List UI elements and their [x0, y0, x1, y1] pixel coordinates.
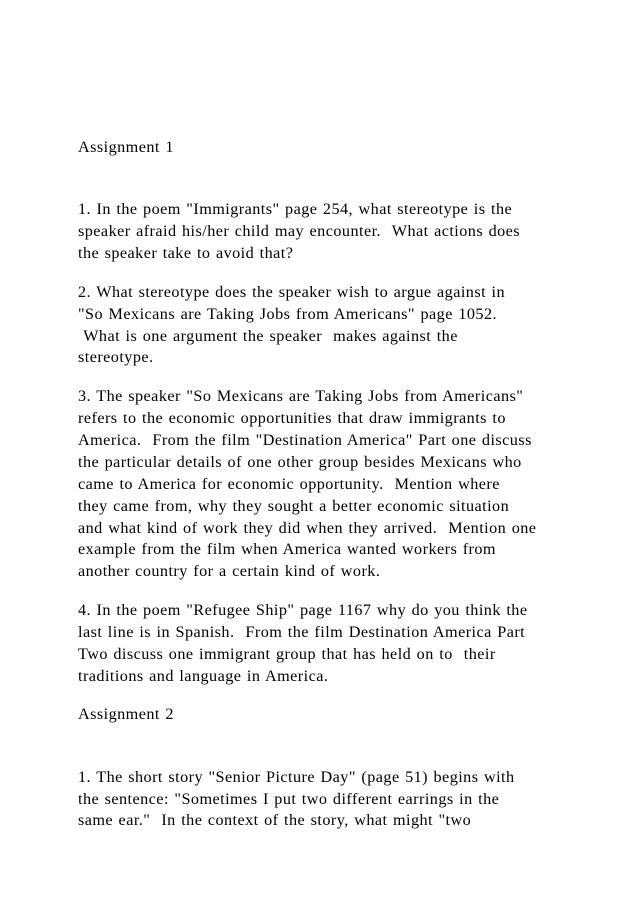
- question-3-line-1: 3. The speaker "So Mexicans are Taking Jobs from Americans": [78, 387, 524, 405]
- question-2-line-3: What is one argument the speaker makes against the: [78, 327, 458, 345]
- question-2-line-2: "So Mexicans are Taking Jobs from Americans" page 1052.: [78, 305, 498, 323]
- question-3-line-2: refers to the economic opportunities that draw immigrants to: [78, 409, 506, 427]
- question-1-line-1: 1. In the poem "Immigrants" page 254, what stereotype is the: [78, 200, 513, 218]
- question-3-line-8: example from the film when America wanted workers from: [78, 540, 496, 558]
- question-4-line-2: last line is in Spanish. From the film Destination America Part: [78, 623, 526, 641]
- a2-question-1-line-3: same ear." In the context of the story, what might "two: [78, 811, 472, 829]
- question-3-line-3: America. From the film "Destination America" Part one discuss: [78, 431, 532, 449]
- question-4-line-3: Two discuss one immigrant group that has held on to their: [78, 645, 496, 663]
- question-4-line-1: 4. In the poem "Refugee Ship" page 1167 why do you think the: [78, 601, 528, 619]
- question-2-line-4: stereotype.: [78, 348, 154, 366]
- question-4-line-4: traditions and language in America.: [78, 667, 329, 685]
- question-3-line-5: came to America for economic opportunity. Mention where: [78, 475, 500, 493]
- question-3-line-6: they came from, why they sought a better economic situation: [78, 497, 510, 515]
- question-3-line-7: and what kind of work they did when they arrived. Mention one: [78, 519, 537, 537]
- question-3-line-4: the particular details of one other group besides Mexicans who: [78, 453, 522, 471]
- a2-question-1-line-1: 1. The short story "Senior Picture Day" (page 51) begins with: [78, 768, 515, 786]
- question-1-line-2: speaker afraid his/her child may encounter. What actions does: [78, 222, 521, 240]
- assignment-1-heading: Assignment 1: [78, 138, 174, 156]
- question-1-line-3: the speaker take to avoid that?: [78, 244, 294, 262]
- question-2-line-1: 2. What stereotype does the speaker wish to argue against in: [78, 283, 506, 301]
- assignment-2-heading: Assignment 2: [78, 705, 174, 723]
- a2-question-1-line-2: the sentence: "Sometimes I put two different earrings in the: [78, 790, 500, 808]
- question-3-line-9: another country for a certain kind of work.: [78, 562, 381, 580]
